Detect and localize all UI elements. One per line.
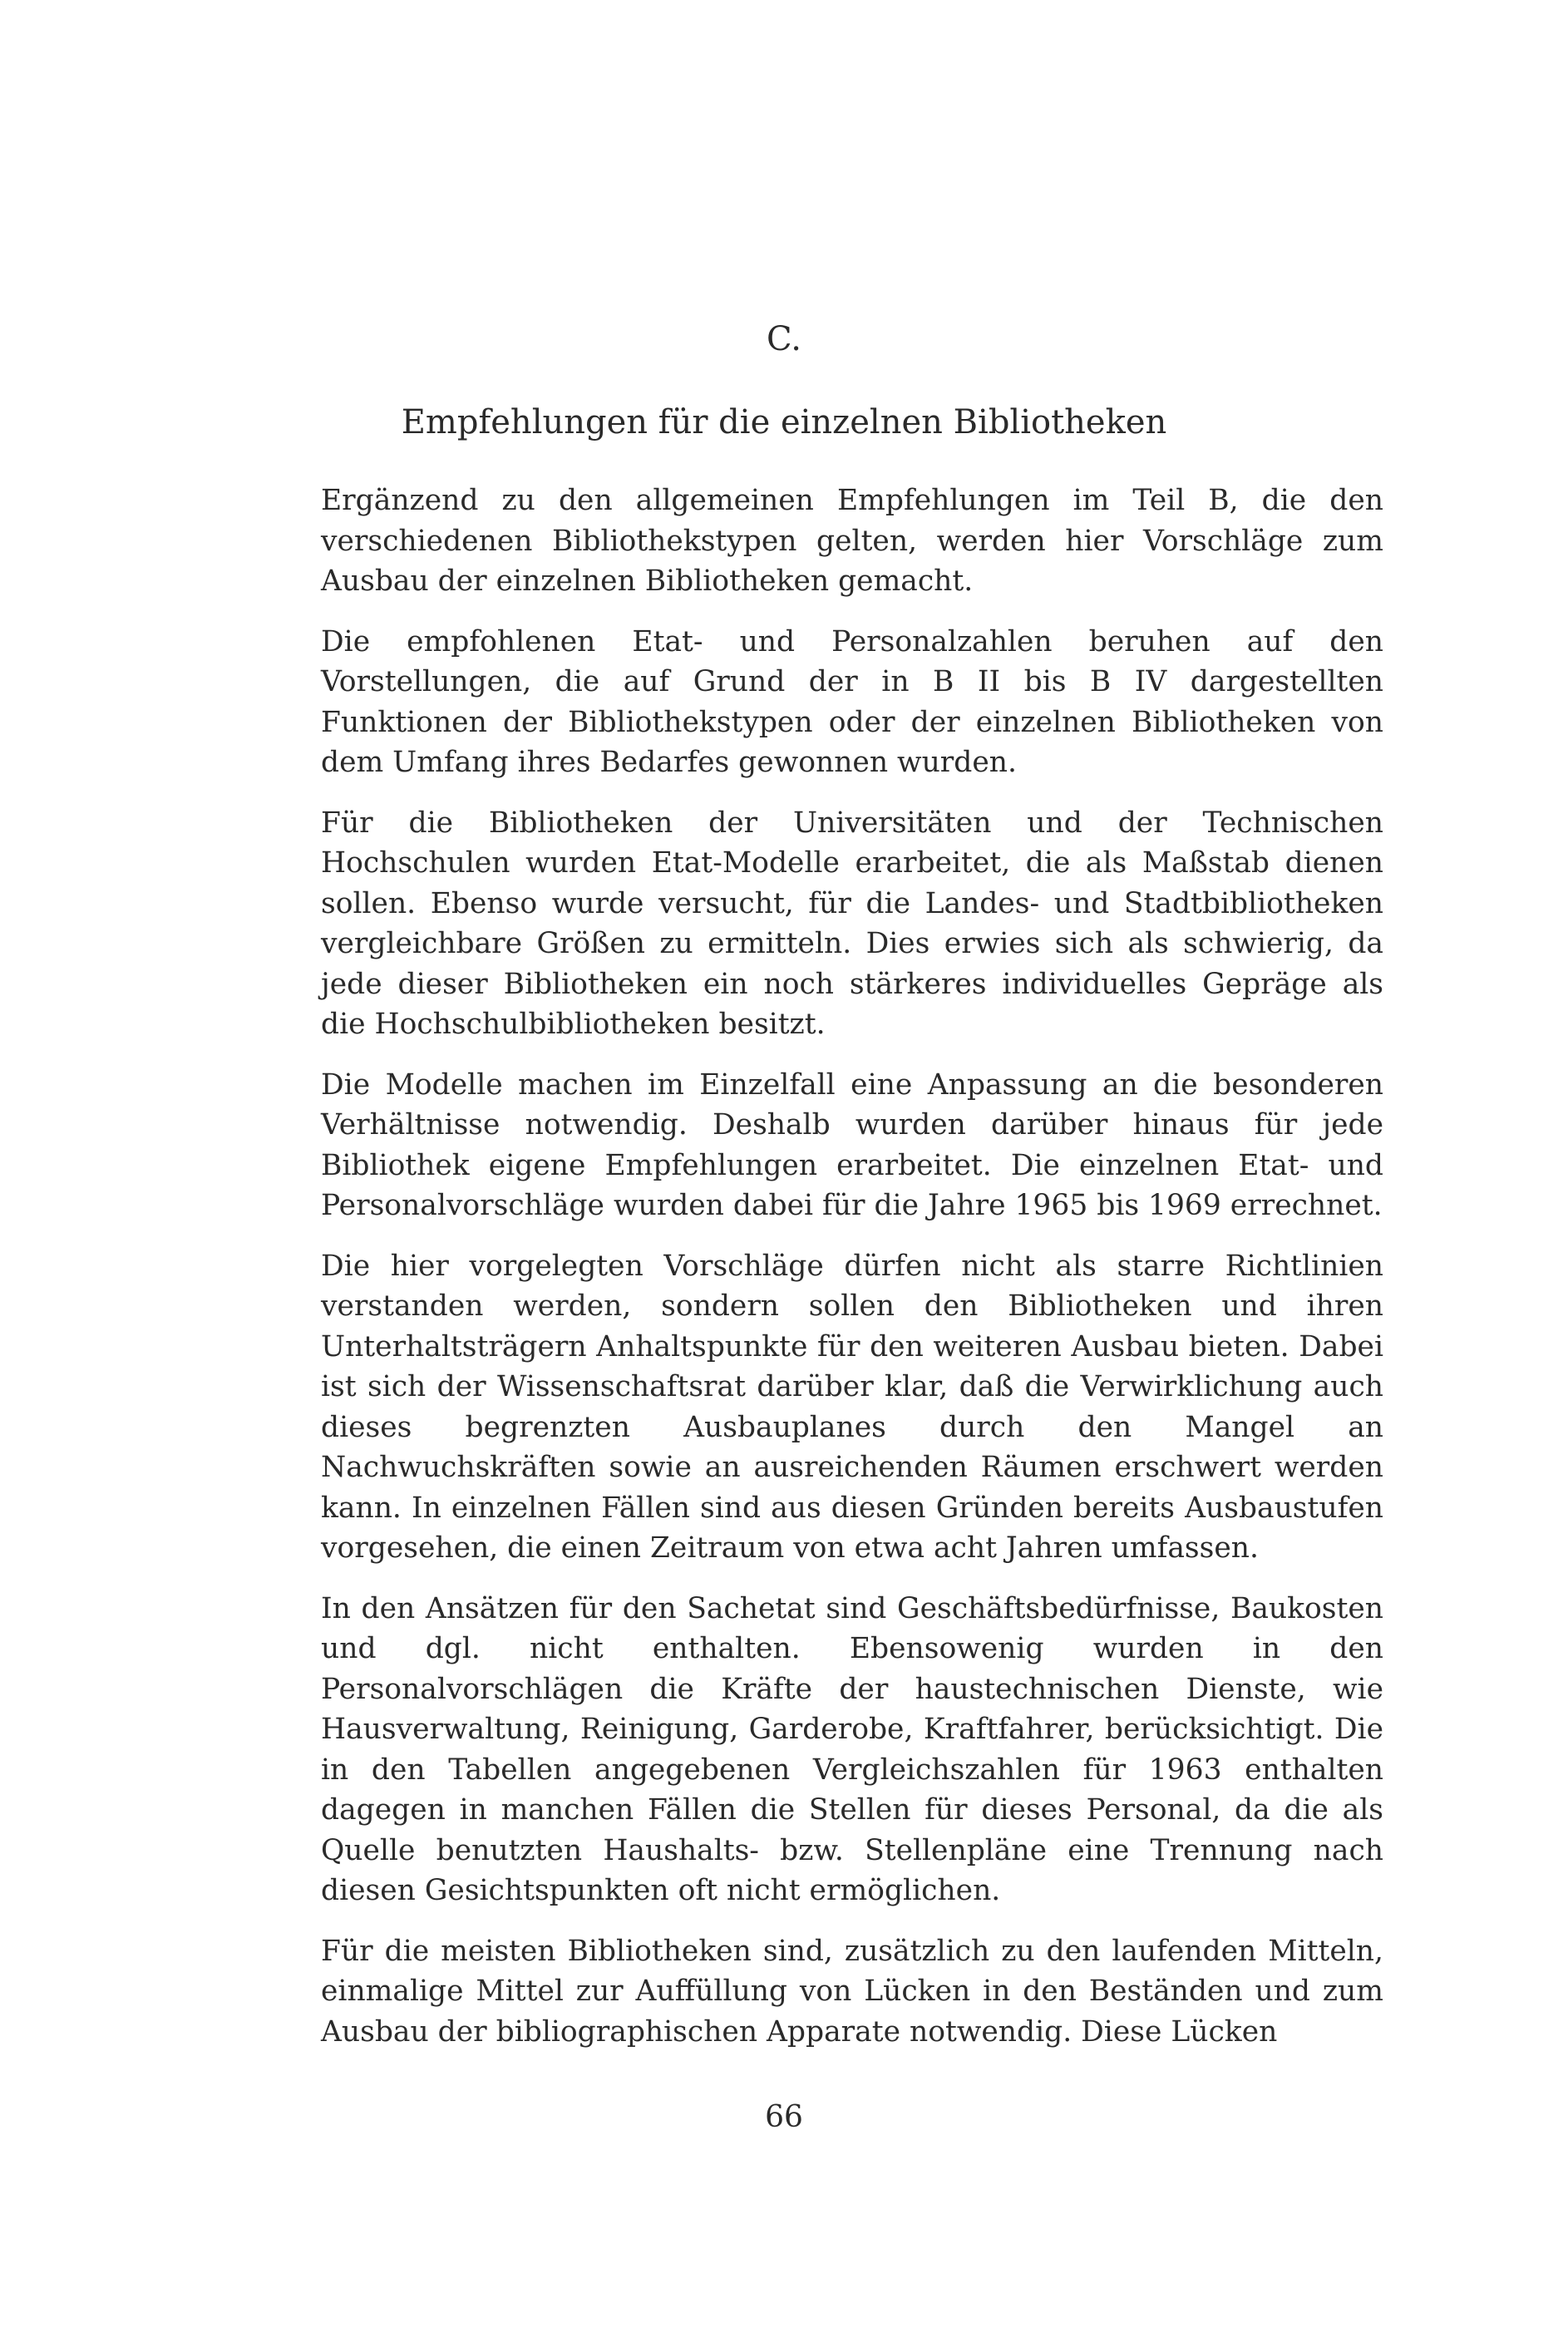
page-number: 66 xyxy=(765,2100,803,2134)
paragraph: Für die Bibliotheken der Universitäten und der Technischen Hochschulen wurden Etat-Modelle erarbeitet, die als Maßstab dienen sollen. Ebenso wurde versucht, für die Landes- und Stadtbibliotheken vergleichbare Größen zu ermitteln. Dies erwies sich als schwierig, da jede dieser Bibliotheken ein noch stärkeres individuelles Gepräge als die Hochschulbibliotheken besitzt. xyxy=(321,806,1383,1041)
section-letter: C. xyxy=(767,320,801,358)
paragraph: Für die meisten Bibliotheken sind, zusätzlich zu den laufenden Mitteln, einmalige Mittel zur Auffüllung von Lücken in den Beständen und zum Ausbau der bibliographischen Apparate notwendig. Diese Lücken xyxy=(321,1934,1383,2049)
section-title: Empfehlungen für die einzelnen Bibliotheken xyxy=(401,403,1167,441)
body-text xyxy=(321,481,1383,2072)
paragraph: Die hier vorgelegten Vorschläge dürfen nicht als starre Richtlinien verstanden werden, sondern sollen den Bibliotheken und ihren Unterhaltsträgern Anhaltspunkte für den weiteren Ausbau bieten. Dabei ist sich der Wissenschaftsrat darüber klar, daß die Verwirklichung auch dieses begrenzten Ausbauplanes durch den Mangel an Nachwuchskräften sowie an ausreichenden Räumen erschwert werden kann. In einzelnen Fällen sind aus diesen Gründen bereits Ausbaustufen vorgesehen, die einen Zeitraum von etwa acht Jahren umfassen. xyxy=(321,1249,1383,1565)
paragraph: Ergänzend zu den allgemeinen Empfehlungen im Teil B, die den verschiedenen Bibliothekstypen gelten, werden hier Vorschläge zum Ausbau der einzelnen Bibliotheken gemacht. xyxy=(321,484,1383,598)
paragraph: Die Modelle machen im Einzelfall eine Anpassung an die besonderen Verhältnisse notwendig. Deshalb wurden darüber hinaus für jede Bibliothek eigene Empfehlungen erarbeitet. Die einzelnen Etat- und Personalvorschläge wurden dabei für die Jahre 1965 bis 1969 errechnet. xyxy=(321,1068,1383,1222)
paragraph: Die empfohlenen Etat- und Personalzahlen beruhen auf den Vorstellungen, die auf Grund der in B II bis B IV dargestellten Funktionen der Bibliothekstypen oder der einzelnen Bibliotheken von dem Umfang ihres Bedarfes gewonnen wurden. xyxy=(321,624,1383,779)
paragraph: In den Ansätzen für den Sachetat sind Geschäftsbedürfnisse, Baukosten und dgl. nicht enthalten. Ebensowenig wurden in den Personalvorschlägen die Kräfte der haustechnischen Dienste, wie Hausverwaltung, Reinigung, Garderobe, Kraftfahrer, berücksichtigt. Die in den Tabellen angegebenen Vergleichszahlen für 1963 enthalten dagegen in manchen Fällen die Stellen für dieses Personal, da die als Quelle benutzten Haushalts- bzw. Stellenpläne eine Trennung nach diesen Gesichtspunkten oft nicht ermöglichen. xyxy=(321,1591,1383,1907)
